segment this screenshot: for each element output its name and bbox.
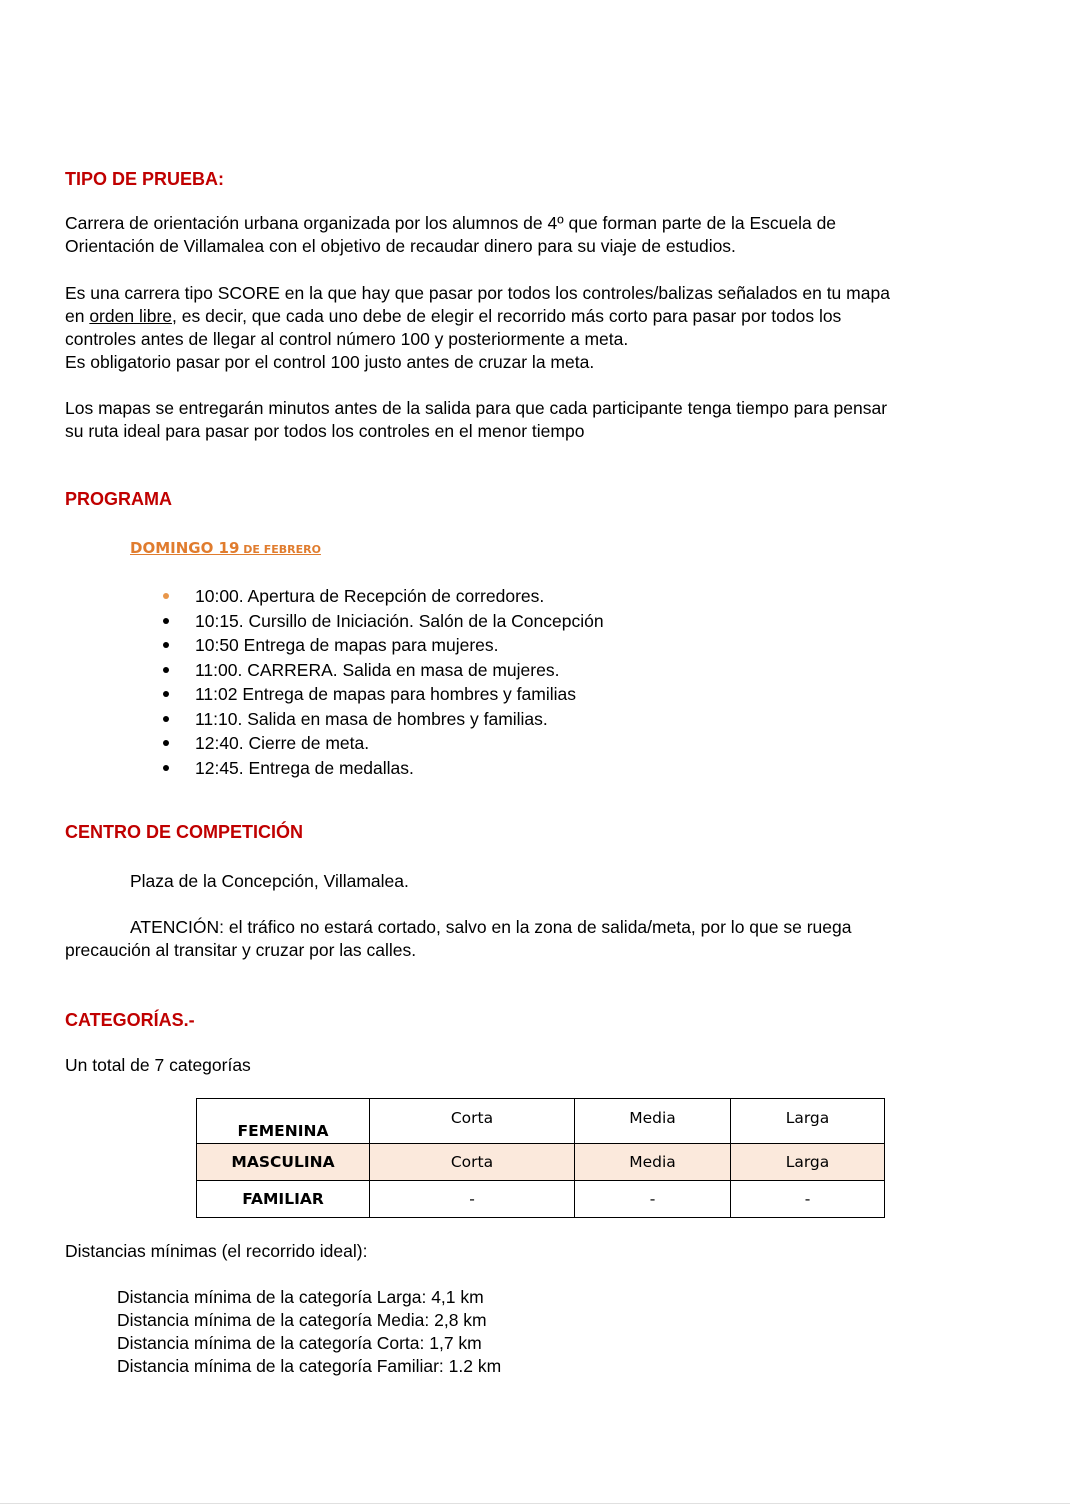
schedule-list [150,584,604,780]
list-item-text: 10:00. Apertura de Recepción de corredores. [195,586,545,606]
underlined-text: orden libre [89,306,173,326]
table-row [197,1181,885,1218]
program-date [130,537,321,561]
list-item-text: 12:45. Entrega de medallas. [195,757,414,778]
text-line: su ruta ideal para pasar por todos los controles en el menor tiempo [65,421,585,441]
categories-table [196,1098,885,1218]
program-day: DOMINGO 19 [130,539,240,557]
distances-list [117,1286,501,1378]
paragraph-mapas [65,397,1025,443]
table-cell: Media [575,1144,731,1181]
text-line: Carrera de orientación urbana organizada por los alumnos de 4º que forman parte de la Escuela de [65,213,837,233]
table-cell: Larga [731,1144,885,1181]
bullet-icon [163,618,169,624]
table-cell: Corta [370,1144,575,1181]
table-row [197,1144,885,1181]
bullet-icon [163,593,169,599]
text-fragment: , es decir, que cada uno debe de elegir el recorrido más corto para pasar por todos los [172,306,842,326]
heading-categorias: CATEGORÍAS.- [65,1010,195,1030]
list-item [150,584,604,609]
table-cell: - [731,1181,885,1218]
table-cell-category: MASCULINA [197,1144,370,1181]
distance-item: Distancia mínima de la categoría Corta: 1,7 km [117,1333,482,1353]
heading-tipo-de-prueba: TIPO DE PRUEBA: [65,169,225,189]
list-item [150,682,604,707]
venue-text: Plaza de la Concepción, Villamalea. [130,871,409,891]
paragraph-warning [65,916,1025,962]
page-edge-divider [0,1503,1070,1504]
bullet-icon [163,691,169,697]
text-line: precaución al transitar y cruzar por las calles. [65,940,417,960]
distances-intro: Distancias mínimas (el recorrido ideal): [65,1241,368,1261]
paragraph-score [65,282,1025,374]
text-line: Es obligatorio pasar por el control 100 justo antes de cruzar la meta. [65,352,595,372]
bullet-icon [163,716,169,722]
paragraph-intro [65,212,1025,258]
list-item-text: 11:02 Entrega de mapas para hombres y familias [195,684,576,704]
table-row [197,1099,885,1144]
categories-total: Un total de 7 categorías [65,1055,251,1075]
list-item-text: 11:00. CARRERA. Salida en masa de mujeres. [195,659,560,680]
list-item-text: 10:50 Entrega de mapas para mujeres. [195,635,499,655]
heading-centro: CENTRO DE COMPETICIÓN [65,822,304,842]
heading-programa: PROGRAMA [65,489,172,509]
list-item [150,731,604,756]
text-line: Es una carrera tipo SCORE en la que hay que pasar por todos los controles/balizas señalados en tu mapa [65,283,890,303]
text-line [65,305,1025,328]
text-line: ATENCIÓN: el tráfico no estará cortado, salvo en la zona de salida/meta, por lo que se ruega [130,917,852,937]
text-line: controles antes de llegar al control número 100 y posteriormente a meta. [65,329,629,349]
text-line: Orientación de Villamalea con el objetivo de recaudar dinero para su viaje de estudios. [65,236,736,256]
bullet-icon [163,667,169,673]
distance-item: Distancia mínima de la categoría Larga: 4,1 km [117,1287,484,1307]
bullet-icon [163,642,169,648]
distance-item: Distancia mínima de la categoría Familiar: 1.2 km [117,1356,502,1376]
list-item-text: 11:10. Salida en masa de hombres y familias. [195,708,548,729]
text-line: Los mapas se entregarán minutos antes de la salida para que cada participante tenga tiempo para pensar [65,398,888,418]
table-cell-category: FAMILIAR [197,1181,370,1218]
list-item [150,658,604,683]
program-month: DE FEBRERO [239,543,321,556]
table-cell: Media [575,1099,731,1144]
bullet-icon [163,765,169,771]
list-item [150,609,604,634]
list-item [150,633,604,658]
list-item [150,756,604,781]
list-item [150,707,604,732]
text-fragment: en [65,306,90,326]
table-cell: Larga [731,1099,885,1144]
list-item-text: 12:40. Cierre de meta. [195,733,370,753]
table-cell: - [575,1181,731,1218]
list-item-text: 10:15. Cursillo de Iniciación. Salón de la Concepción [195,610,604,631]
bullet-icon [163,740,169,746]
table-cell-category: FEMENINA [197,1099,370,1144]
distance-item: Distancia mínima de la categoría Media: 2,8 km [117,1310,487,1330]
table-cell: Corta [370,1099,575,1144]
table-cell: - [370,1181,575,1218]
